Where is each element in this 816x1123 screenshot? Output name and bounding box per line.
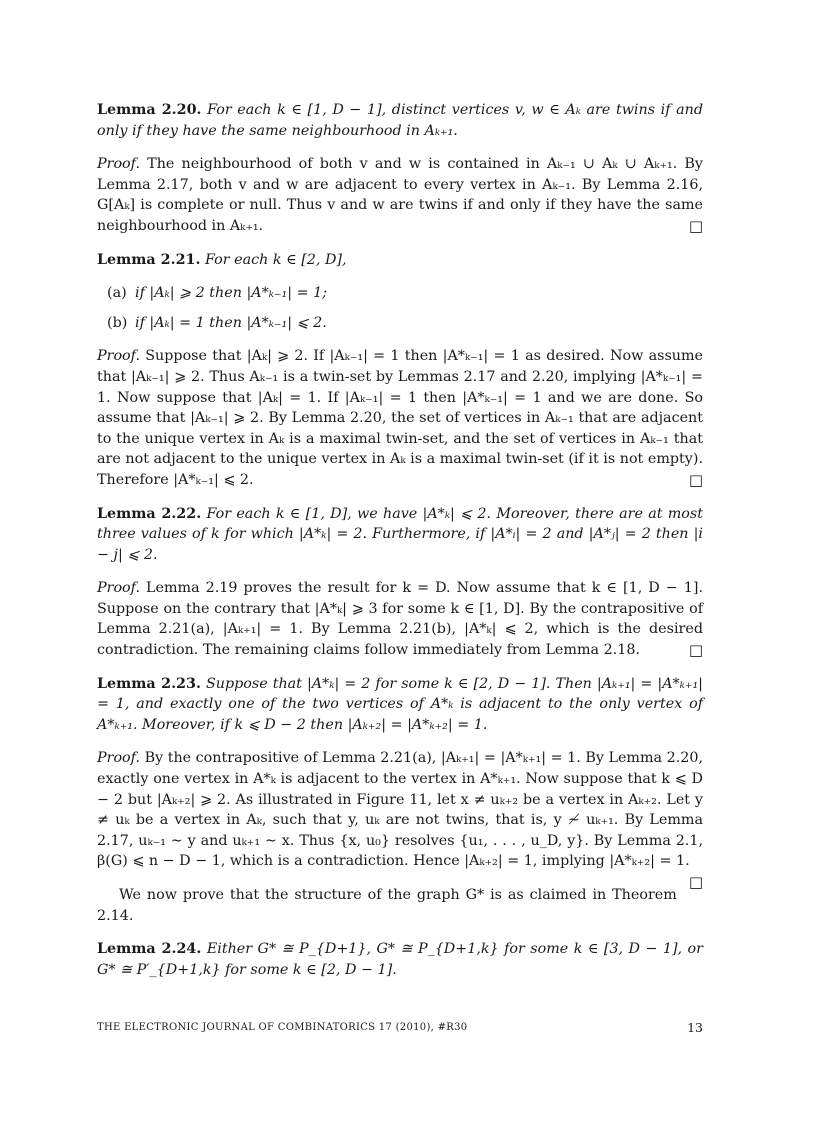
lemma-heading: Lemma 2.20.: [97, 102, 202, 118]
item-label: (a): [107, 285, 127, 302]
qed-symbol: □: [688, 641, 703, 660]
proof-text: By the contrapositive of Lemma 2.21(a), |Aₖ₊₁| = |A*ₖ₊₁| = 1. By Lemma 2.20, exactly one vertex in A*ₖ is adjacent to the vertex in A*ₖ₊₁. Now suppose that k ⩽ D − 2 but |Aₖ₊₂| ⩾ 2. As illustrated in Figure 11, let x ≠ uₖ₊₂ be a vertex in Aₖ₊₂. Let y ≠ uₖ be a vertex in Aₖ, such that y, uₖ are not twins, that is, y ≁ uₖ₊₁. By Lemma 2.17, uₖ₋₁ ∼ y and uₖ₊₁ ∼ x. Thus {x, u₀} resolves {u₁, . . . , u_D, y}. By Lemma 2.1, β(G) ⩽ n − D − 1, which is a contradiction. Hence |Aₖ₊₂| = 1, implying |A*ₖ₊₂| = 1.: [97, 750, 703, 870]
page-body: [97, 100, 703, 993]
proof-2-23: [97, 748, 703, 891]
lemma-2-23: [97, 674, 703, 736]
lemma-2-24: [97, 939, 703, 980]
proof-heading: Proof.: [97, 348, 140, 365]
proof-2-20: [97, 154, 703, 236]
proof-2-22: [97, 578, 703, 660]
lemma-statement: For each k ∈ [2, D],: [205, 251, 347, 268]
proof-text: The neighbourhood of both v and w is contained in Aₖ₋₁ ∪ Aₖ ∪ Aₖ₊₁. By Lemma 2.17, both v and w are adjacent to every vertex in Aₖ₋₁. By Lemma 2.16, G[Aₖ] is complete or null. Thus v and w are twins if and only if they have the same neighbourhood in Aₖ₊₁.: [97, 156, 704, 234]
proof-heading: Proof.: [97, 750, 140, 767]
lemma-statement: For each k ∈ [1, D], we have |A*ₖ| ⩽ 2. Moreover, there are at most three values of k for which |A*ₖ| = 2. Furthermore, if |A*ᵢ| = 2 and |A*ⱼ| = 2 then |i − j| ⩽ 2.: [97, 505, 703, 563]
lemma-statement: Suppose that |A*ₖ| = 2 for some k ∈ [2, D − 1]. Then |Aₖ₊₁| = |A*ₖ₊₁| = 1, and exactly one of the two vertices of A*ₖ is adjacent to the only vertex of A*ₖ₊₁. Moreover, if k ⩽ D − 2 then |Aₖ₊₂| = |A*ₖ₊₂| = 1.: [97, 675, 703, 733]
page-footer: [97, 1018, 703, 1038]
item-label: (b): [107, 314, 128, 331]
lemma-2-21: [97, 250, 703, 271]
proof-heading: Proof.: [97, 156, 140, 173]
qed-symbol: □: [688, 873, 703, 891]
lemma-2-21-item-a: [107, 283, 703, 304]
lemma-2-22: [97, 504, 703, 566]
lemma-heading: Lemma 2.23.: [97, 675, 201, 692]
item-text: if |Aₖ| = 1 then |A*ₖ₋₁| ⩽ 2.: [135, 314, 327, 331]
proof-text: Suppose that |Aₖ| ⩾ 2. If |Aₖ₋₁| = 1 then |A*ₖ₋₁| = 1 as desired. Now assume that |Aₖ₋₁| ⩾ 2. Thus Aₖ₋₁ is a twin-set by Lemmas 2.17 and 2.20, implying |A*ₖ₋₁| = 1. Now suppose that |Aₖ| = 1. If |Aₖ₋₁| = 1 then |A*ₖ₋₁| = 1 and we are done. So assume that |Aₖ₋₁| ⩾ 2. By Lemma 2.20, the set of vertices in Aₖ₋₁ that are adjacent to the unique vertex in Aₖ is a maximal twin-set, and the set of vertices in Aₖ₋₁ that are not adjacent to the unique vertex in Aₖ is a maximal twin-set (if it is not empty). Therefore |A*ₖ₋₁| ⩽ 2.: [97, 348, 704, 488]
item-text: if |Aₖ| ⩾ 2 then |A*ₖ₋₁| = 1;: [135, 285, 328, 302]
lemma-statement: For each k ∈ [1, D − 1], distinct vertices v, w ∈ Aₖ are twins if and only if they have the same neighbourhood in Aₖ₊₁.: [97, 102, 703, 139]
lemma-heading: Lemma 2.21.: [97, 251, 201, 268]
lemma-2-21-item-b: [107, 313, 703, 334]
lemma-2-20: [97, 100, 703, 141]
proof-text: Lemma 2.19 proves the result for k = D. Now assume that k ∈ [1, D − 1]. Suppose on the contrary that |A*ₖ| ⩾ 3 for some k ∈ [1, D]. By the contrapositive of Lemma 2.21(a), |Aₖ₊₁| = 1. By Lemma 2.21(b), |A*ₖ| ⩽ 2, which is the desired contradiction. The remaining claims follow immediately from Lemma 2.18.: [97, 580, 703, 659]
page-number: 13: [687, 1020, 703, 1035]
qed-symbol: □: [688, 470, 703, 489]
journal-citation: THE ELECTRONIC JOURNAL OF COMBINATORICS 17 (2010), #R30: [97, 1022, 468, 1033]
lemma-heading: Lemma 2.24.: [97, 941, 202, 958]
proof-2-21: [97, 346, 703, 490]
lemma-heading: Lemma 2.22.: [97, 505, 202, 522]
proof-heading: Proof.: [97, 580, 140, 597]
lemma-statement: Either G* ≅ P_{D+1}, G* ≅ P_{D+1,k} for some k ∈ [3, D − 1], or G* ≅ P′_{D+1,k} for some k ∈ [2, D − 1].: [97, 941, 703, 978]
transition-paragraph: We now prove that the structure of the graph G* is as claimed in Theorem 2.14.: [97, 887, 677, 924]
qed-symbol: □: [688, 216, 703, 235]
